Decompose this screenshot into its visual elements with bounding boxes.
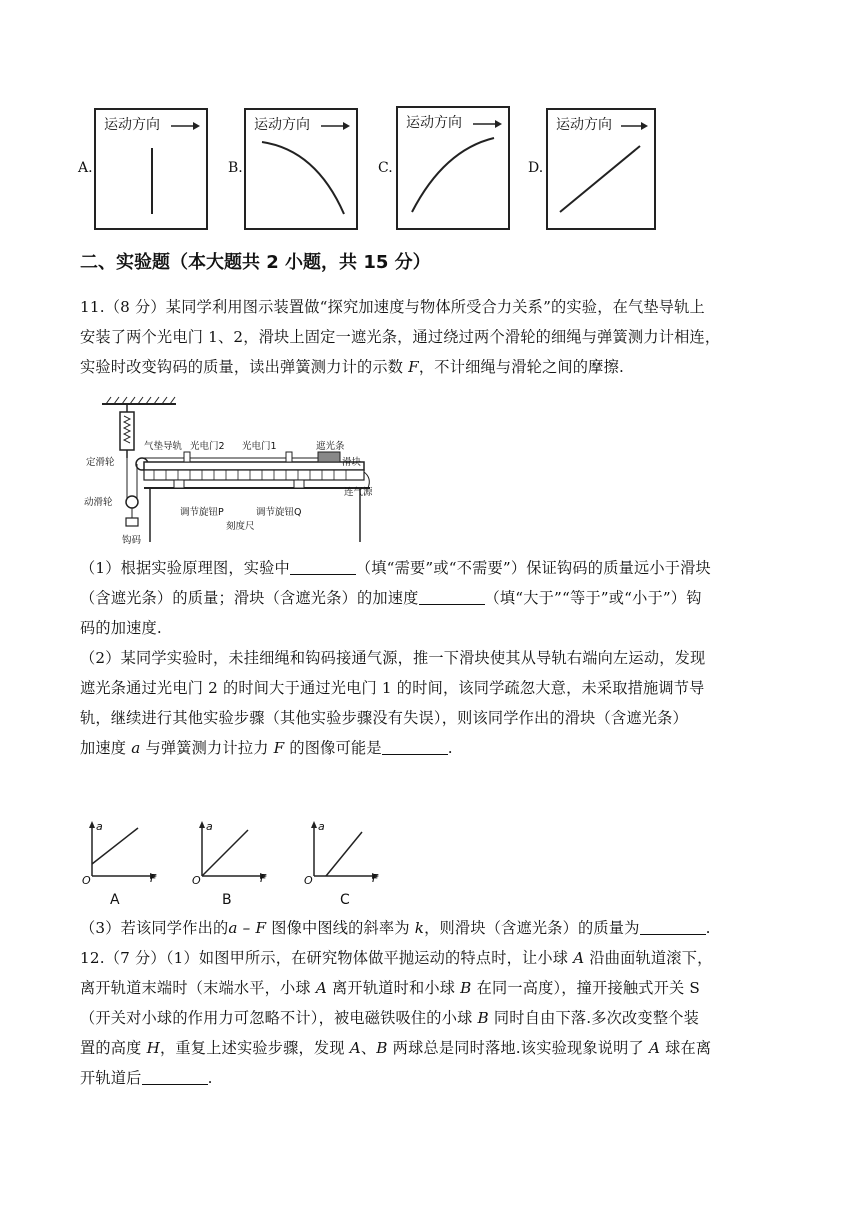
q11-apparatus-diagram: [80, 392, 390, 550]
label-shading-strip: 遮光条: [316, 441, 345, 452]
answer-blank[interactable]: [640, 920, 706, 935]
graph-b: [192, 820, 272, 908]
x-axis-label: F: [372, 872, 379, 885]
answer-blank[interactable]: [290, 560, 356, 575]
q12-line: 置的高度 H，重复上述实验步骤，发现 A、B 两球总是同时落地.该实验现象说明了 A 球在离: [80, 1039, 712, 1057]
label-ruler: 刻度尺: [226, 521, 255, 532]
q11-p1-line: （1）根据实验原理图，实验中 （填“需要”或“不需要”）保证钩码的质量远小于滑块: [80, 559, 711, 577]
section-title: 二、实验题（本大题共 2 小题，共 15 分）: [80, 252, 431, 273]
q11-p3-line: （3）若该同学作出的a – F 图像中图线的斜率为 k，则滑块（含遮光条）的质量为 .: [80, 919, 711, 937]
q11-p2-line: 轨，继续进行其他实验步骤（其他实验步骤没有失误），则该同学作出的滑块（含遮光条）: [80, 709, 688, 727]
q12-line: （开关对小球的作用力可忽略不计），被电磁铁吸住的小球 B 同时自由下落.多次改变整个装: [80, 1009, 699, 1027]
q11-p2-line: 加速度 a 与弹簧测力计拉力 F 的图像可能是 .: [80, 739, 453, 757]
q11-p3-and-q12: [80, 913, 712, 1093]
graph-letter: A: [110, 892, 120, 908]
q11-p1-line: （含遮光条）的质量；滑块（含遮光条）的加速度 （填“大于”“等于”或“小于”）钩: [80, 589, 702, 607]
answer-blank[interactable]: [142, 1070, 208, 1085]
option-c-letter: C.: [378, 160, 393, 176]
q11-intro-line: 11.（8 分）某同学利用图示装置做“探究加速度与物体所受合力关系”的实验，在气垫导轨上: [80, 298, 705, 316]
motion-direction-label: 运动方向: [406, 115, 462, 131]
motion-direction-label: 运动方向: [556, 117, 612, 133]
q11-intro: [80, 292, 720, 382]
graph-c: [304, 820, 384, 908]
label-gate2: 光电门2: [190, 441, 225, 452]
label-knob-q: 调节旋钮Q: [256, 507, 302, 518]
option-a-letter: A.: [78, 160, 93, 176]
y-axis-label: a: [318, 820, 325, 833]
q12-line: 12.（7 分）（1）如图甲所示，在研究物体做平抛运动的特点时，让小球 A 沿曲面轨道滚下，: [80, 949, 713, 967]
option-a-graph: [94, 108, 208, 230]
origin-label: O: [82, 874, 91, 887]
graph-letter: C: [340, 892, 350, 908]
y-axis-label: a: [96, 820, 103, 833]
option-d-letter: D.: [528, 160, 544, 176]
q12-line: 开轨道后 .: [80, 1069, 213, 1087]
answer-blank[interactable]: [419, 590, 485, 605]
q11-graphs: [82, 820, 379, 908]
motion-direction-label: 运动方向: [104, 117, 160, 133]
answer-blank[interactable]: [382, 740, 448, 755]
label-moving-pulley: 动滑轮: [84, 497, 113, 508]
option-c-graph: [396, 106, 510, 230]
q12-line: 离开轨道末端时（末端水平，小球 A 离开轨道时和小球 B 在同一高度），撞开接触式开关 S: [80, 979, 701, 997]
origin-label: O: [304, 874, 313, 887]
q11-intro-line: 安装了两个光电门 1、2，滑块上固定一遮光条，通过绕过两个滑轮的细绳与弹簧测力计相连，: [80, 328, 721, 346]
motion-direction-label: 运动方向: [254, 117, 310, 133]
option-b-letter: B.: [228, 160, 243, 176]
graph-a: [82, 820, 162, 908]
label-air-track: 气垫导轨: [144, 441, 183, 452]
option-b-graph: [244, 108, 358, 230]
q11-p2-line: 遮光条通过光电门 2 的时间大于通过光电门 1 的时间，该同学疏忽大意，未采取措施调节导: [80, 679, 705, 697]
label-slider: 滑块: [342, 457, 362, 468]
x-axis-label: F: [260, 872, 267, 885]
q11-intro-line: 实验时改变钩码的质量，读出弹簧测力计的示数 F，不计细绳与滑轮之间的摩擦.: [80, 358, 624, 376]
q11-p1-line: 码的加速度.: [80, 619, 162, 637]
label-gate1: 光电门1: [242, 441, 277, 452]
graph-letter: B: [222, 892, 232, 908]
option-d-graph: [546, 108, 656, 230]
y-axis-label: a: [206, 820, 213, 833]
label-fixed-pulley: 定滑轮: [86, 457, 115, 468]
label-hook-weight: 钩码: [122, 535, 142, 546]
q11-p2-line: （2）某同学实验时，未挂细绳和钩码接通气源，推一下滑块使其从导轨右端向左运动，发现: [80, 649, 706, 667]
q11-parts: [80, 553, 711, 763]
label-knob-p: 调节旋钮P: [180, 507, 224, 518]
label-air-source: 连气源: [344, 487, 373, 498]
x-axis-label: F: [150, 872, 157, 885]
origin-label: O: [192, 874, 201, 887]
